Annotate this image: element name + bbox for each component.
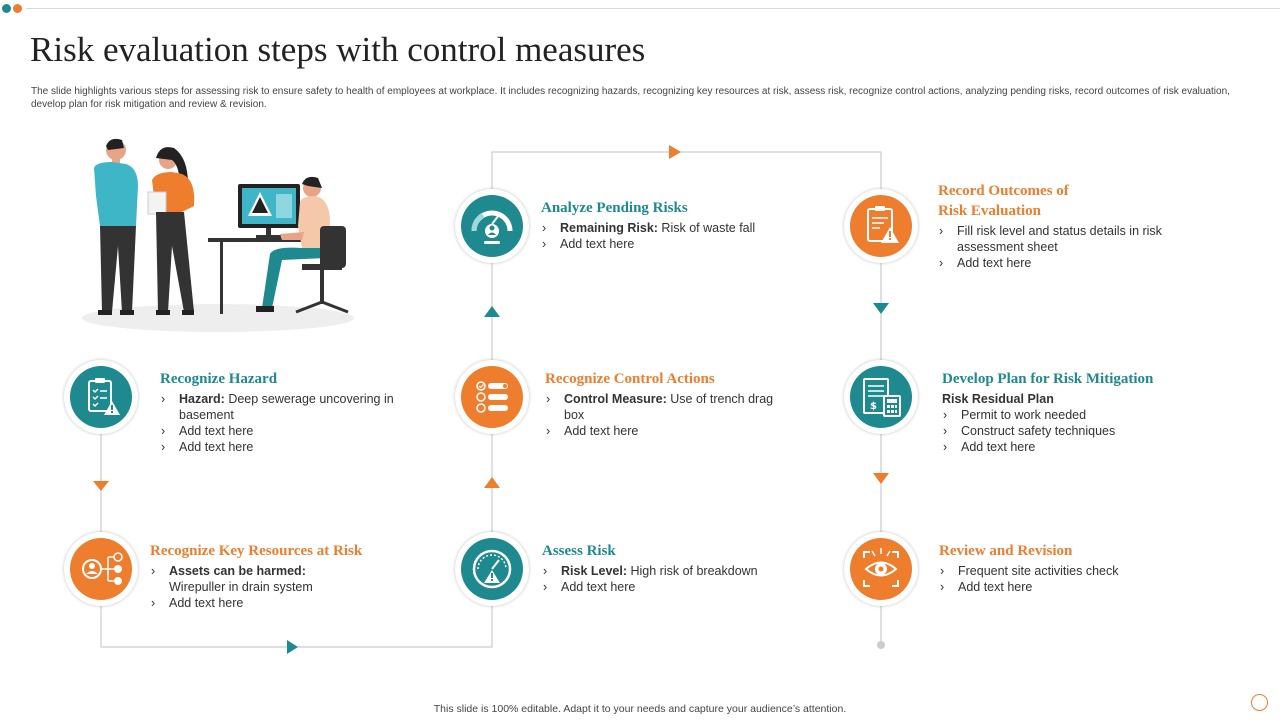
icon-recognize-control: [455, 360, 529, 434]
step-review-revision: [939, 541, 1189, 595]
risk-gauge-icon: [461, 538, 523, 600]
arrow-up-1: [484, 477, 500, 488]
bullet: › Add text here: [160, 439, 410, 455]
step-title: Develop Plan for Risk Mitigation: [942, 371, 1154, 387]
bullet: › Add text here: [545, 423, 795, 439]
pending-gauge-icon: [461, 195, 523, 257]
step-analyze-pending: [541, 198, 791, 252]
step-develop-plan: [942, 369, 1202, 455]
bullet: › Add text here: [542, 579, 792, 595]
arrow-down-3: [873, 473, 889, 484]
bullet: › Add text here: [150, 595, 410, 611]
step-title: Analyze Pending Risks: [541, 200, 688, 216]
bullet: › Fill risk level and status details in risk assessment sheet: [938, 223, 1188, 255]
arrow-down-2: [873, 303, 889, 314]
page-subtitle: The slide highlights various steps for assessing risk to ensure safety to health of employees at workplace. It includes recognizing hazards, recognizing key resources at risk, assess risk, recognize control actions, analyzing pending risks, record outcomes of risk evaluation, develop plan for risk mitigation and review & revision.: [31, 86, 1230, 110]
footer-note: This slide is 100% editable. Adapt it to your needs and capture your audience’s attention.: [433, 703, 847, 715]
step-title: Recognize Control Actions: [545, 371, 715, 387]
bullet: › Construct safety techniques: [942, 423, 1202, 439]
icon-develop-plan: [844, 360, 918, 434]
arrow-right-1: [287, 640, 298, 654]
step-title: Recognize Hazard: [160, 371, 278, 387]
flow-end-dot: [877, 641, 885, 649]
bullet: › Assets can be harmed: Wirepuller in drain system: [150, 563, 410, 595]
bullet: › Hazard: Deep sewerage uncovering in basement: [160, 391, 410, 423]
corner-decor-circle: [1251, 694, 1268, 711]
arrow-down-1: [93, 481, 109, 491]
bullet: › Add text here: [939, 579, 1189, 595]
workplace-illustration: [76, 136, 366, 336]
bullet: › Risk Level: High risk of breakdown: [542, 563, 792, 579]
step-recognize-resources: [150, 541, 410, 611]
review-eye-icon: [850, 538, 912, 600]
arrow-right-2: [669, 145, 681, 159]
step-subheading: Risk Residual Plan: [942, 392, 1054, 406]
svg-text:$: $: [870, 401, 877, 412]
icon-record-outcomes: [844, 189, 918, 263]
hazard-clipboard-icon: [70, 366, 132, 428]
icon-review-revision: [844, 532, 918, 606]
bullet: › Add text here: [160, 423, 410, 439]
step-title: Review and Revision: [939, 543, 1073, 559]
step-record-outcomes: [938, 181, 1188, 271]
bullet: › Add text here: [942, 439, 1202, 455]
bullet: › Add text here: [938, 255, 1188, 271]
step-title: Recognize Key Resources at Risk: [150, 543, 363, 559]
bullet: › Control Measure: Use of trench drag box: [545, 391, 795, 423]
icon-recognize-resources: [64, 532, 138, 606]
bullet: › Permit to work needed: [942, 407, 1202, 423]
bullet: › Remaining Risk: Risk of waste fall: [541, 220, 791, 236]
step-recognize-hazard: [160, 369, 410, 455]
step-assess-risk: [542, 541, 792, 595]
bullet: › Frequent site activities check: [939, 563, 1189, 579]
step-recognize-control: [545, 369, 795, 439]
step-title: Assess Risk: [542, 543, 616, 559]
arrow-up-2: [484, 306, 500, 317]
icon-assess-risk: [455, 532, 529, 606]
step-title: Record Outcomes of Risk Evaluation: [938, 183, 1069, 219]
page-title: Risk evaluation steps with control measures: [30, 30, 646, 69]
bullet: › Add text here: [541, 236, 791, 252]
icon-analyze-pending: [455, 189, 529, 263]
plan-calculator-icon: [850, 366, 912, 428]
resources-network-icon: [70, 538, 132, 600]
control-list-icon: [461, 366, 523, 428]
icon-recognize-hazard: [64, 360, 138, 434]
record-clipboard-icon: [850, 195, 912, 257]
